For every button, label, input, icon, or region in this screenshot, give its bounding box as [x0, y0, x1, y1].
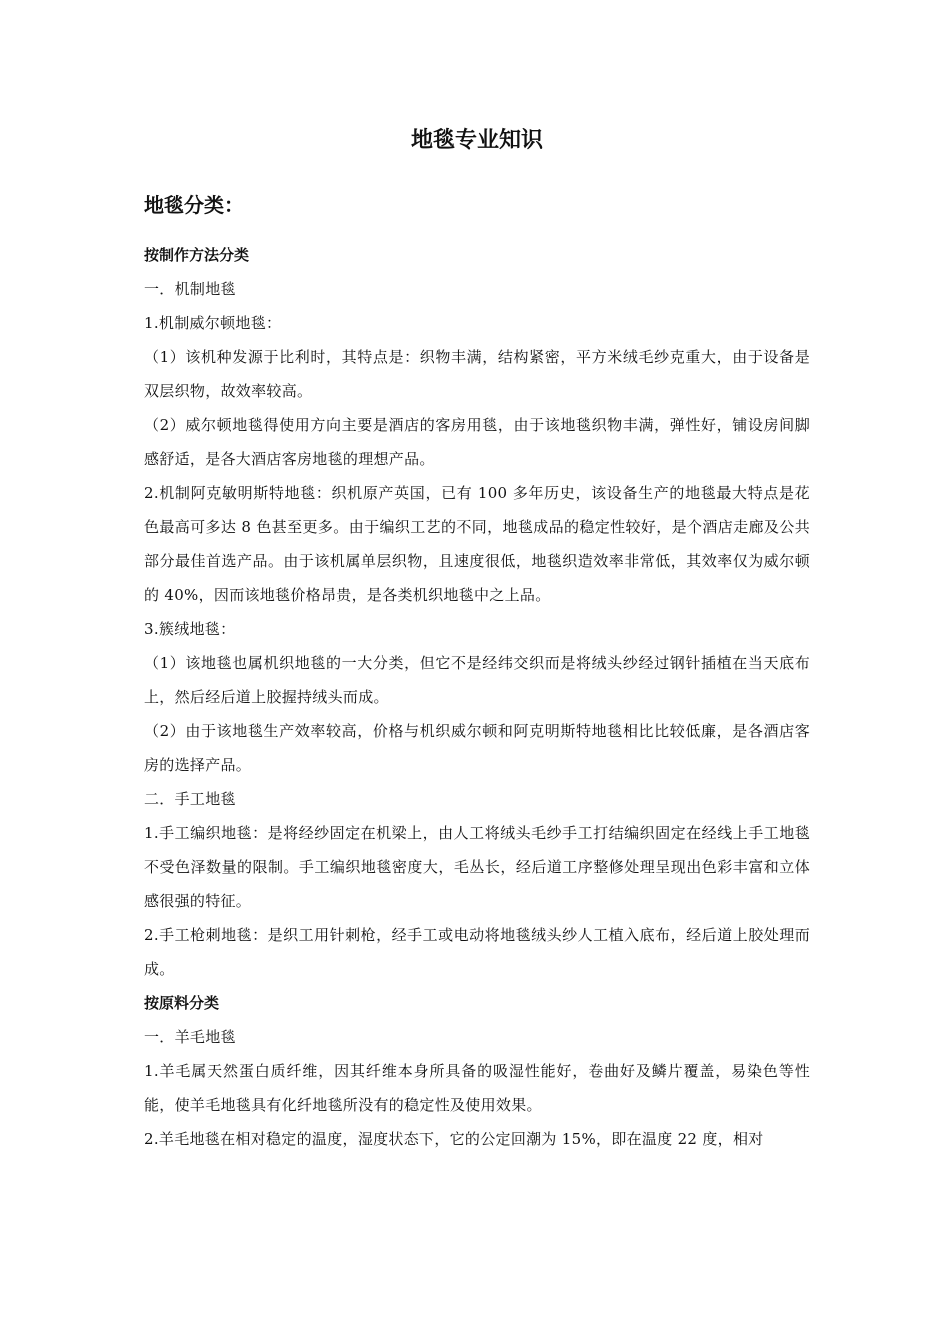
paragraph: 1.羊毛属天然蛋白质纤维，因其纤维本身所具备的吸湿性能好，卷曲好及鳞片覆盖，易染色等性能，使羊毛地毯具有化纤地毯所没有的稳定性及使用效果。 [144, 1062, 810, 1114]
paragraph: 2.羊毛地毯在相对稳定的温度，湿度状态下，它的公定回潮为 15%，即在温度 22 度，相对 [144, 1130, 764, 1148]
page-title: 地毯专业知识 [410, 128, 543, 153]
subheading-by-method: 按制作方法分类 [144, 246, 250, 264]
paragraph: （1）该地毯也属机织地毯的一大分类，但它不是经纬交织而是将绒头纱经过钢针插植在当天底布上，然后经后道上胶握持绒头而成。 [144, 654, 810, 706]
paragraph: （1）该机种发源于比利时，其特点是：织物丰满，结构紧密，平方米绒毛纱克重大，由于设备是双层织物，故效率较高。 [144, 348, 810, 400]
paragraph: 3.簇绒地毯： [144, 620, 236, 638]
paragraph: 1.手工编织地毯：是将经纱固定在机梁上，由人工将绒头毛纱手工打结编织固定在经线上手工地毯不受色泽数量的限制。手工编织地毯密度大，毛丛长，经后道工序整修处理呈现出色彩丰富和立体感很强的特征。 [144, 824, 810, 910]
paragraph: 1.机制威尔顿地毯： [144, 314, 282, 332]
paragraph: 二．手工地毯 [144, 790, 236, 808]
paragraph: （2）由于该地毯生产效率较高，价格与机织威尔顿和阿克明斯特地毯相比比较低廉，是各酒店客房的选择产品。 [144, 722, 810, 774]
paragraph: 一．机制地毯 [144, 280, 236, 298]
paragraph: 2.手工枪刺地毯：是织工用针刺枪，经手工或电动将地毯绒头纱人工植入底布，经后道上胶处理而成。 [144, 926, 810, 978]
paragraph: （2）威尔顿地毯得使用方向主要是酒店的客房用毯，由于该地毯织物丰满，弹性好，铺设房间脚感舒适，是各大酒店客房地毯的理想产品。 [144, 416, 810, 468]
document-content [144, 124, 810, 1156]
paragraph: 2.机制阿克敏明斯特地毯：织机原产英国，已有 100 多年历史，该设备生产的地毯最大特点是花色最高可多达 8 色甚至更多。由于编织工艺的不同，地毯成品的稳定性较好，是个酒店走廊及公共部分最佳首选产品。由于该机属单层织物，且速度很低，地毯织造效率非常低，其效率仅为威尔顿的 40%，因而该地毯价格昂贵，是各类机织地毯中之上品。 [144, 484, 810, 604]
section-heading: 地毯分类： [144, 193, 244, 217]
paragraph: 一．羊毛地毯 [144, 1028, 236, 1046]
subheading-by-material: 按原料分类 [144, 994, 220, 1012]
